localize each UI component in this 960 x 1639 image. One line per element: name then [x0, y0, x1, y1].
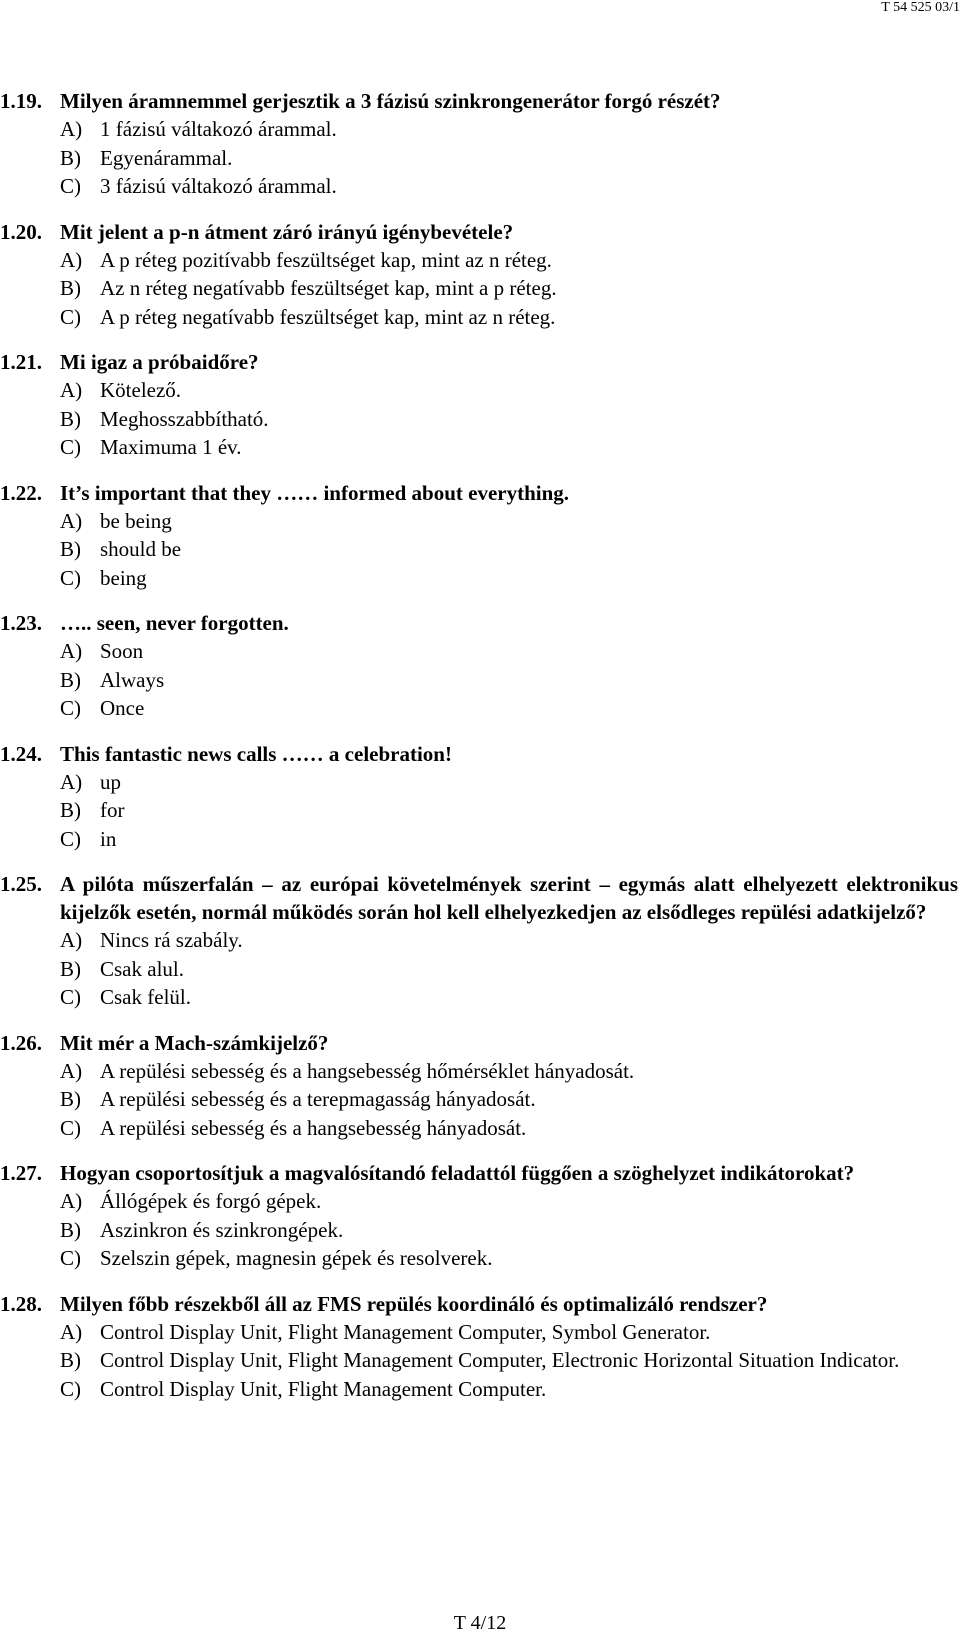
- option-letter: B): [60, 1217, 81, 1242]
- document-code: T 54 525 03/1: [881, 0, 960, 15]
- answer-option: [60, 172, 958, 201]
- option-text: Always: [100, 667, 165, 692]
- question-1.28: [0, 1290, 960, 1404]
- option-letter: C): [60, 1115, 81, 1140]
- question-1.20: [0, 218, 960, 332]
- option-letter: C): [60, 565, 81, 590]
- option-text: Control Display Unit, Flight Management Computer.: [100, 1376, 547, 1401]
- answer-option: [60, 637, 958, 666]
- option-text: up: [100, 769, 121, 794]
- option-letter: A): [60, 1058, 83, 1083]
- option-letter: C): [60, 1376, 81, 1401]
- question-title: [0, 609, 960, 637]
- option-letter: B): [60, 276, 81, 300]
- question-text: Mit mér a Mach-számkijelző?: [60, 1030, 329, 1055]
- option-text: Csak felül.: [100, 985, 191, 1009]
- option-text: Csak alul.: [100, 956, 184, 981]
- option-letter: B): [60, 1087, 81, 1111]
- option-letter: A): [60, 769, 83, 794]
- answer-option: [60, 926, 958, 955]
- answer-option: [60, 666, 958, 695]
- option-text: Az n réteg negatívabb feszültséget kap, mint a p réteg.: [100, 276, 557, 300]
- option-letter: A): [60, 1319, 83, 1344]
- option-letter: B): [60, 956, 81, 981]
- question-1.27: [0, 1159, 960, 1273]
- option-letter: C): [60, 696, 81, 720]
- option-text: A p réteg negatívabb feszültséget kap, mint az n réteg.: [100, 304, 556, 329]
- answer-option: [60, 564, 958, 593]
- question-number: 1.27.: [0, 1161, 42, 1185]
- option-letter: A): [60, 378, 83, 402]
- answer-option: [60, 1346, 958, 1375]
- option-text: Control Display Unit, Flight Management Computer, Symbol Generator.: [100, 1319, 711, 1344]
- question-title: [0, 1159, 960, 1187]
- option-text: A repülési sebesség és a hangsebesség hőmérséklet hányadosát.: [100, 1058, 635, 1083]
- answer-option: [60, 144, 958, 173]
- question-1.22: [0, 479, 960, 593]
- option-text: in: [100, 826, 117, 851]
- option-letter: C): [60, 1246, 81, 1270]
- option-letter: C): [60, 304, 81, 329]
- option-letter: B): [60, 406, 81, 431]
- option-text: Szelszin gépek, magnesin gépek és resolverek.: [100, 1246, 493, 1270]
- option-text: Állógépek és forgó gépek.: [100, 1189, 322, 1213]
- question-text: Hogyan csoportosítjuk a magvalósítandó feladattól függően a szöghelyzet indikátorokat?: [60, 1161, 855, 1185]
- option-text: 1 fázisú váltakozó árammal.: [100, 117, 337, 141]
- option-text: Control Display Unit, Flight Management Computer, Electronic Horizontal Situation Indicator.: [100, 1348, 900, 1372]
- question-1.21: [0, 348, 960, 462]
- answer-option: [60, 1216, 958, 1245]
- question-text: Milyen áramnemmel gerjesztik a 3 fázisú szinkrongenerátor forgó részét?: [60, 89, 721, 113]
- question-number: 1.28.: [0, 1291, 42, 1316]
- option-text: Soon: [100, 639, 144, 663]
- answer-option: [60, 274, 958, 303]
- answer-option: [60, 1244, 958, 1273]
- option-letter: B): [60, 798, 81, 822]
- question-text: ….. seen, never forgotten.: [60, 611, 289, 635]
- option-letter: B): [60, 1348, 81, 1372]
- option-text: Meghosszabbítható.: [100, 406, 269, 431]
- option-text: Egyenárammal.: [100, 145, 233, 170]
- question-text: This fantastic news calls …… a celebration!: [60, 741, 452, 766]
- option-text: Aszinkron és szinkrongépek.: [100, 1217, 344, 1242]
- option-letter: A): [60, 928, 83, 952]
- question-1.23: [0, 609, 960, 723]
- option-letter: A): [60, 247, 83, 272]
- question-title: [0, 1290, 960, 1318]
- answer-option: [60, 955, 958, 984]
- answer-option: [60, 983, 958, 1012]
- question-1.24: [0, 740, 960, 854]
- answer-option: [60, 507, 958, 536]
- answer-option: [60, 1318, 958, 1347]
- option-letter: C): [60, 435, 81, 459]
- question-title: [0, 87, 960, 115]
- answer-option: [60, 303, 958, 332]
- question-number: 1.21.: [0, 350, 42, 374]
- option-text: be being: [100, 508, 172, 533]
- answer-option: [60, 1114, 958, 1143]
- option-text: A p réteg pozitívabb feszültséget kap, mint az n réteg.: [100, 247, 552, 272]
- option-letter: B): [60, 667, 81, 692]
- question-number: 1.26.: [0, 1030, 42, 1055]
- question-text: Mit jelent a p-n átment záró irányú igénybevétele?: [60, 219, 514, 244]
- question-1.25: [0, 870, 960, 1012]
- option-text: for: [100, 798, 125, 822]
- question-number: 1.20.: [0, 219, 42, 244]
- question-title: [0, 740, 960, 768]
- answer-option: [60, 535, 958, 564]
- question-title: [0, 218, 960, 246]
- question-title: [0, 348, 960, 376]
- answer-option: [60, 115, 958, 144]
- question-1.19: [0, 87, 960, 201]
- question-text: A pilóta műszerfalán – az európai követelmények szerint – egymás alatt elhelyezett elektronikus kijelzők esetén, normál működés során hol kell elhelyezkedjen az elsődleges repülési adatkijelző?: [60, 872, 958, 924]
- option-letter: B): [60, 537, 81, 561]
- question-number: 1.19.: [0, 89, 42, 113]
- option-text: Kötelező.: [100, 378, 182, 402]
- question-title: [0, 1029, 960, 1057]
- answer-option: [60, 246, 958, 275]
- answer-option: [60, 796, 958, 825]
- answer-option: [60, 1187, 958, 1216]
- option-letter: C): [60, 826, 81, 851]
- question-text: Mi igaz a próbaidőre?: [60, 350, 259, 374]
- question-text: It’s important that they …… informed about everything.: [60, 480, 570, 505]
- question-text: Milyen főbb részekből áll az FMS repülés koordináló és optimalizáló rendszer?: [60, 1291, 768, 1316]
- option-text: A repülési sebesség és a terepmagasság hányadosát.: [100, 1087, 536, 1111]
- option-letter: A): [60, 117, 83, 141]
- page-number: T 4/12: [453, 1612, 507, 1634]
- question-list: [0, 87, 960, 1420]
- answer-option: [60, 1375, 958, 1404]
- option-text: Nincs rá szabály.: [100, 928, 243, 952]
- option-letter: A): [60, 1189, 83, 1213]
- option-text: being: [100, 565, 147, 590]
- question-title: [0, 870, 960, 926]
- answer-option: [60, 376, 958, 405]
- answer-option: [60, 694, 958, 723]
- answer-option: [60, 1057, 958, 1086]
- option-letter: A): [60, 508, 83, 533]
- option-letter: B): [60, 145, 81, 170]
- option-text: A repülési sebesség és a hangsebesség hányadosát.: [100, 1115, 527, 1140]
- option-letter: C): [60, 985, 81, 1009]
- question-number: 1.25.: [0, 872, 42, 896]
- option-letter: C): [60, 174, 81, 198]
- answer-option: [60, 825, 958, 854]
- option-text: Once: [100, 696, 145, 720]
- answer-option: [60, 1085, 958, 1114]
- question-title: [0, 479, 960, 507]
- question-number: 1.22.: [0, 480, 42, 505]
- question-number: 1.23.: [0, 611, 42, 635]
- option-text: Maximuma 1 év.: [100, 435, 242, 459]
- question-1.26: [0, 1029, 960, 1143]
- option-text: 3 fázisú váltakozó árammal.: [100, 174, 337, 198]
- answer-option: [60, 768, 958, 797]
- option-letter: A): [60, 639, 83, 663]
- question-number: 1.24.: [0, 741, 42, 766]
- answer-option: [60, 433, 958, 462]
- answer-option: [60, 405, 958, 434]
- option-text: should be: [100, 537, 182, 561]
